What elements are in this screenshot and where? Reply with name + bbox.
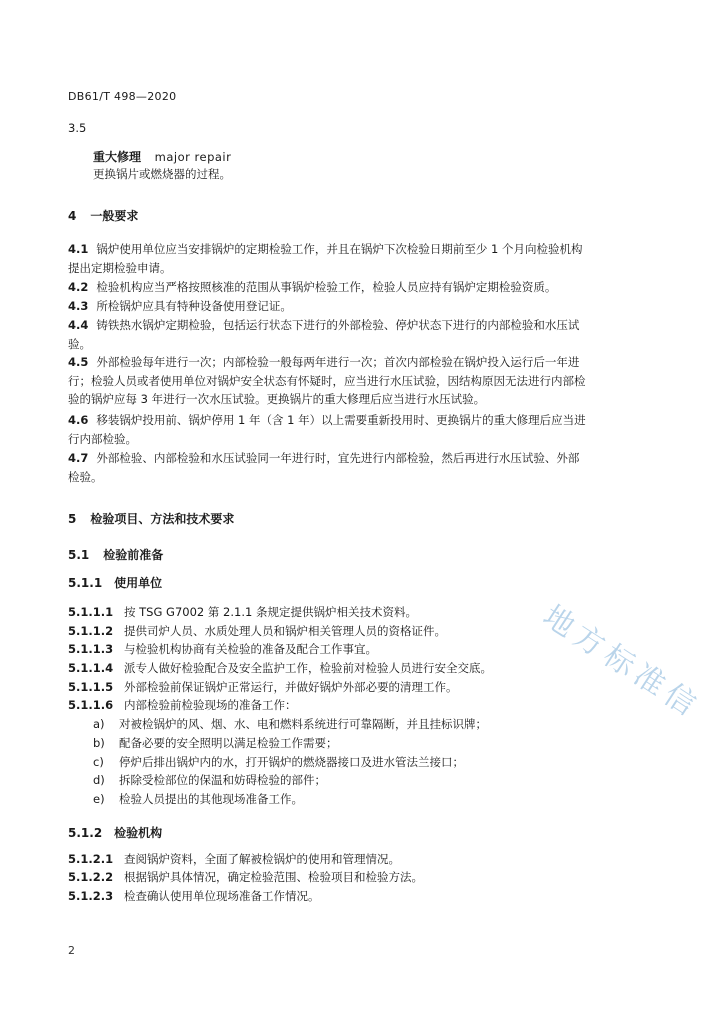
list-item-b: b) 配备必要的安全照明以满足检验工作需要； [93,736,338,750]
list-item-c: c) 停炉后排出锅炉内的水，打开锅炉的燃烧器接口及进水管法兰接口； [93,755,464,769]
clause-5-1-1-2: 5.1.1.2 提供司炉人员、水质处理人员和锅炉相关管理人员的资格证件。 [68,624,446,638]
section-5-1-1-heading: 5.1.1 使用单位 [68,576,163,590]
para-4-4: 4.4 铸铁热水锅炉定期检验，包括运行状态下进行的外部检验、停炉状态下进行的内部检验和水压试 验。 [68,318,580,351]
para-4-7: 4.7 外部检验、内部检验和水压试验同一年进行时，宜先进行内部检验，然后再进行水压试验、外部 检验。 [68,451,580,484]
list-item-d: d) 拆除受检部位的保温和妨碍检验的部件； [93,773,326,787]
section-4-heading: 4 一般要求 [68,209,139,223]
para-4-5: 4.5 外部检验每年进行一次；内部检验一般每两年进行一次；首次内部检验在锅炉投入运行后一年进 行；检验人员或者使用单位对锅炉安全状态有怀疑时，应当进行水压试验，因结构原因无法进行内部检 验的锅炉应每 3 年进行一次水压试验。更换锅片的重大修理后应当进行水压试验。 [68,355,586,406]
para-4-1: 4.1 锅炉使用单位应当安排锅炉的定期检验工作，并且在锅炉下次检验日期前至少 1 个月向检验机构 提出定期检验申请。 [68,242,583,275]
clause-5-1-1-5: 5.1.1.5 外部检验前保证锅炉正常运行，并做好锅炉外部必要的清理工作。 [68,680,458,694]
section-5-heading: 5 检验项目、方法和技术要求 [68,512,235,526]
page-number: 2 [68,944,75,957]
section-5-1-heading: 5.1 检验前准备 [68,548,164,562]
clause-5-1-1-1: 5.1.1.1 按 TSG G7002 第 2.1.1 条规定提供锅炉相关技术资料。 [68,605,417,619]
para-4-6: 4.6 移装锅炉投用前、锅炉停用 1 年（含 1 年）以上需要重新投用时、更换锅片的重大修理后应当进 行内部检验。 [68,413,586,446]
term-heading [93,148,231,165]
para-4-3: 4.3 所检锅炉应具有特种设备使用登记证。 [68,299,292,313]
clause-5-1-1-6: 5.1.1.6 内部检验前检验现场的准备工作： [68,698,297,712]
clause-5-1-1-4: 5.1.1.4 派专人做好检验配合及安全监护工作，检验前对检验人员进行安全交底。 [68,661,492,675]
para-4-2: 4.2 检验机构应当严格按照核准的范围从事锅炉检验工作，检验人员应持有锅炉定期检验资质。 [68,280,557,294]
watermark: 地方标准信 [536,598,707,727]
section-5-1-2-heading: 5.1.2 检验机构 [68,826,163,840]
clause-5-1-2-3: 5.1.2.3 检查确认使用单位现场准备工作情况。 [68,889,320,903]
clause-5-1-2-2: 5.1.2.2 根据锅炉具体情况，确定检验范围、检验项目和检验方法。 [68,870,423,884]
document-code-header: DB61/T 498—2020 [68,90,177,103]
term-title: 重大修理 [93,150,142,164]
list-item-a: a) 对被检锅炉的风、烟、水、电和燃料系统进行可靠隔断，并且挂标识牌； [93,717,487,731]
term-definition: 更换锅片或燃烧器的过程。 [93,167,231,181]
term-number: 3.5 [68,121,87,135]
term-english: major repair [154,150,232,164]
clause-5-1-2-1: 5.1.2.1 查阅锅炉资料，全面了解被检锅炉的使用和管理情况。 [68,852,400,866]
list-item-e: e) 检验人员提出的其他现场准备工作。 [93,792,303,806]
clause-5-1-1-3: 5.1.1.3 与检验机构协商有关检验的准备及配合工作事宜。 [68,642,377,656]
